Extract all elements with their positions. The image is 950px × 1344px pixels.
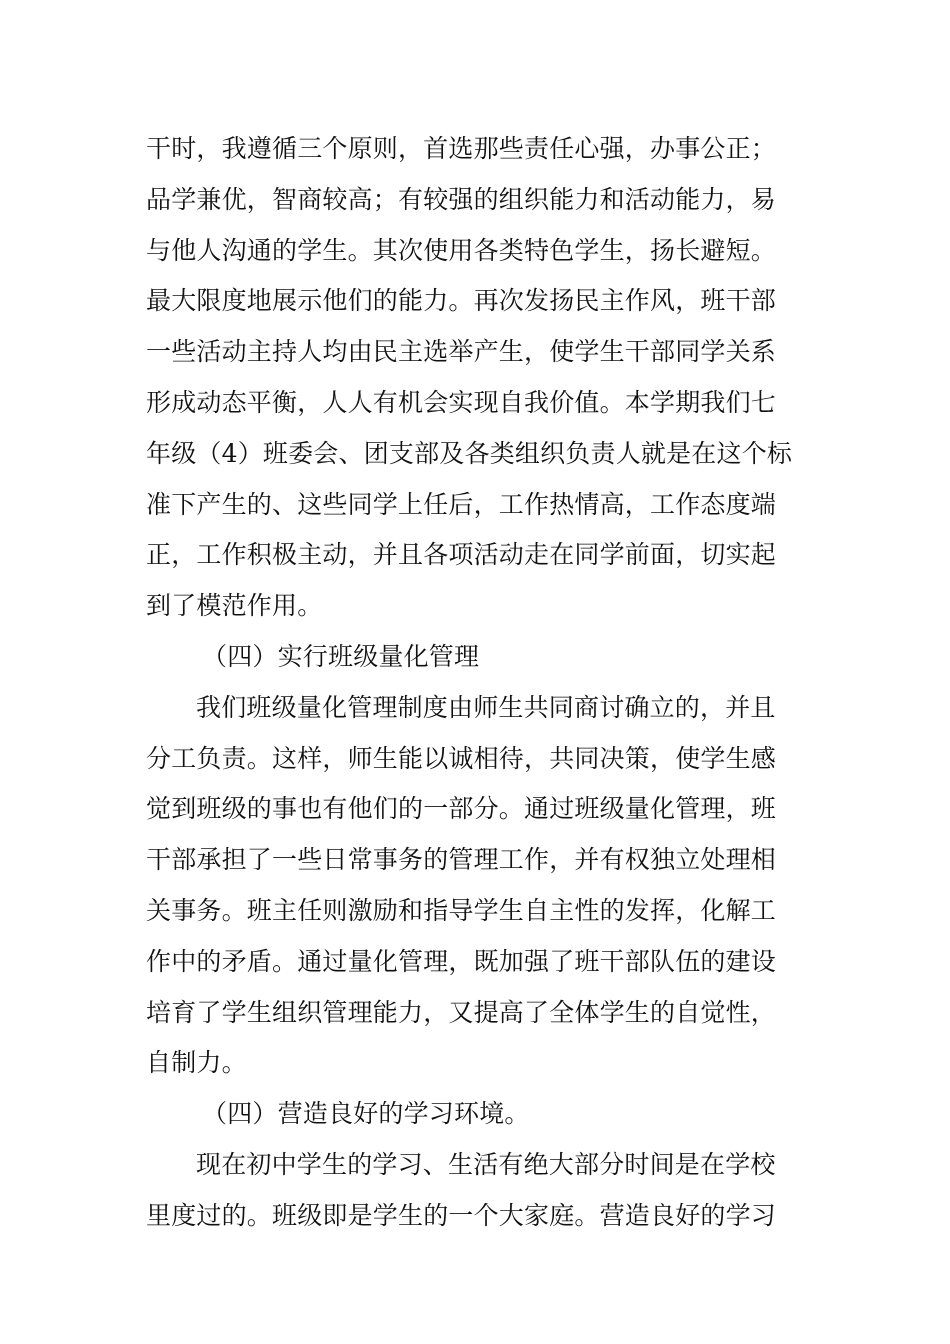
text-line: 关事务。班主任则激励和指导学生自主性的发挥，化解工 [146, 895, 777, 925]
text-line: 到了模范作用。 [146, 591, 323, 621]
text-line: 品学兼优，智商较高；有较强的组织能力和活动能力，易 [146, 184, 777, 214]
text-line: 正，工作积极主动，并且各项活动走在同学前面，切实起 [146, 540, 777, 570]
text-line: 分工负责。这样，师生能以诚相待，共同决策，使学生感 [146, 743, 777, 773]
text-line: 年级（4）班委会、团支部及各类组织负责人就是在这个标 [146, 438, 793, 468]
text-line: 现在初中学生的学习、生活有绝大部分时间是在学校 [196, 1149, 776, 1179]
section-heading: （四）营造良好的学习环境。 [202, 1099, 530, 1129]
text-line: 作中的矛盾。通过量化管理，既加强了班干部队伍的建设 [146, 946, 777, 976]
text-line: 干时，我遵循三个原则，首选那些责任心强，办事公正； [146, 134, 777, 163]
text-line: 我们班级量化管理制度由师生共同商讨确立的，并且 [196, 692, 776, 722]
text-line: 培育了学生组织管理能力，又提高了全体学生的自觉性， [146, 997, 777, 1027]
section-heading: （四）实行班级量化管理 [202, 641, 480, 671]
text-line: 准下产生的、这些同学上任后，工作热情高，工作态度端 [146, 489, 777, 519]
text-line: 形成动态平衡，人人有机会实现自我价值。本学期我们七 [146, 387, 777, 417]
text-line: 觉到班级的事也有他们的一部分。通过班级量化管理，班 [146, 794, 777, 824]
text-line: 干部承担了一些日常事务的管理工作，并有权独立处理相 [146, 845, 777, 875]
text-line: 自制力。 [146, 1048, 247, 1078]
text-line: 里度过的。班级即是学生的一个大家庭。营造良好的学习 [146, 1200, 777, 1230]
text-line: 一些活动主持人均由民主选举产生，使学生干部同学关系 [146, 337, 777, 367]
text-line: 最大限度地展示他们的能力。再次发扬民主作风，班干部 [146, 286, 777, 316]
text-line: 与他人沟通的学生。其次使用各类特色学生，扬长避短。 [146, 235, 777, 265]
body-text [146, 124, 806, 1242]
